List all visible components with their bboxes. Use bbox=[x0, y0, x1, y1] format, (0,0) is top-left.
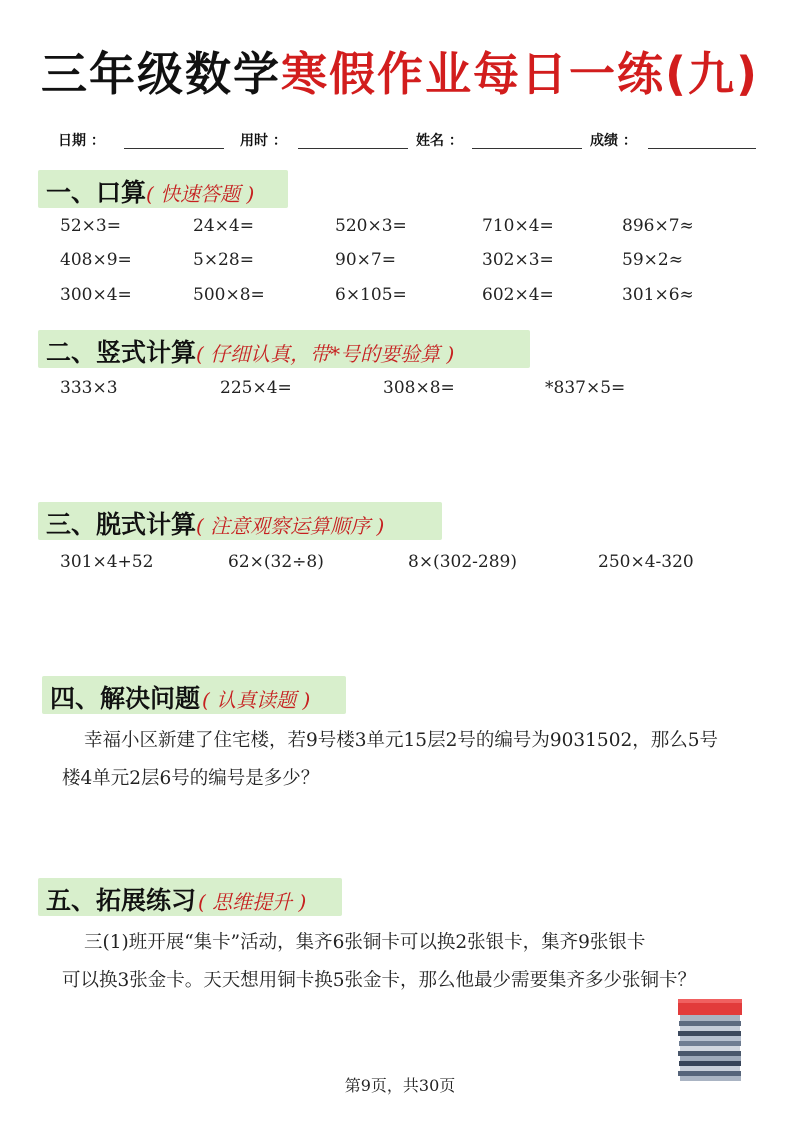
name-field[interactable] bbox=[472, 148, 582, 149]
extension-problem-line: 三(1)班开展“集卡”活动，集齐6张铜卡可以换2张银卡，集齐9张银卡 bbox=[84, 932, 646, 953]
score-field[interactable] bbox=[648, 148, 756, 149]
word-problem bbox=[62, 722, 762, 798]
section-oral-hint: ( 快速答题 ) bbox=[146, 182, 255, 206]
extension-problem bbox=[62, 924, 762, 1000]
section-oral-label: 一、口算 bbox=[46, 178, 147, 207]
stepwise-problem: 301×4+52 bbox=[60, 552, 154, 572]
oral-problem: 710×4= bbox=[482, 216, 554, 236]
title-homework: 寒假作业每日一练(九) bbox=[280, 47, 760, 101]
oral-problem: 408×9= bbox=[60, 250, 132, 270]
oral-problem: 6×105= bbox=[335, 285, 407, 305]
section-problem-header bbox=[42, 676, 346, 714]
name-label: 姓名 ： bbox=[416, 133, 463, 149]
student-info-row bbox=[58, 130, 758, 152]
oral-problem: 300×4= bbox=[60, 285, 132, 305]
section-extension-header bbox=[38, 878, 342, 916]
oral-problem: 90×7= bbox=[335, 250, 396, 270]
word-problem-line: 幸福小区新建了住宅楼，若9号楼3单元15层2号的编号为9031502，那么5号 bbox=[84, 730, 719, 751]
oral-problem: 602×4= bbox=[482, 285, 554, 305]
oral-problem: 52×3= bbox=[60, 216, 121, 236]
date-field[interactable] bbox=[124, 148, 224, 149]
section-problem-label: 四、解决问题 bbox=[50, 684, 201, 713]
vertical-problem: 225×4= bbox=[220, 378, 292, 398]
section-stepwise-label: 三、脱式计算 bbox=[46, 510, 197, 539]
oral-problem: 520×3= bbox=[335, 216, 407, 236]
time-used-field[interactable] bbox=[298, 148, 408, 149]
word-problem-line: 楼4单元2层6号的编号是多少？ bbox=[62, 768, 320, 789]
card-stack-icon bbox=[674, 995, 748, 1085]
section-problem-hint: ( 认真读题 ) bbox=[202, 688, 311, 712]
stepwise-problem: 8×(302-289) bbox=[408, 552, 517, 572]
score-label: 成绩 ： bbox=[590, 133, 637, 149]
stepwise-problem: 250×4-320 bbox=[598, 552, 694, 572]
oral-problem: 301×6≈ bbox=[622, 285, 694, 305]
section-vertical-header bbox=[38, 330, 530, 368]
section-vertical-hint: ( 仔细认真，带*号的要验算 ) bbox=[196, 342, 455, 366]
page-footer: 第9页，共30页 bbox=[344, 1076, 456, 1095]
oral-problem: 896×7≈ bbox=[622, 216, 694, 236]
title-grade: 三年级数学 bbox=[40, 47, 281, 101]
vertical-problem: 333×3 bbox=[60, 378, 118, 398]
oral-problem: 5×28= bbox=[193, 250, 254, 270]
vertical-problem: *837×5= bbox=[545, 378, 626, 398]
section-extension-label: 五、拓展练习 bbox=[46, 886, 197, 915]
oral-problem: 500×8= bbox=[193, 285, 265, 305]
vertical-problem: 308×8= bbox=[383, 378, 455, 398]
section-stepwise-hint: ( 注意观察运算顺序 ) bbox=[196, 514, 385, 538]
date-label: 日期 ： bbox=[58, 133, 105, 149]
oral-problem: 24×4= bbox=[193, 216, 254, 236]
stepwise-problem: 62×(32÷8) bbox=[228, 552, 324, 572]
section-stepwise-header bbox=[38, 502, 442, 540]
section-extension-hint: ( 思维提升 ) bbox=[198, 890, 307, 914]
page-title bbox=[0, 38, 800, 104]
section-oral-header bbox=[38, 170, 288, 208]
section-vertical-label: 二、竖式计算 bbox=[46, 338, 197, 367]
oral-problem: 302×3= bbox=[482, 250, 554, 270]
extension-problem-line: 可以换3张金卡。天天想用铜卡换5张金卡，那么他最少需要集齐多少张铜卡？ bbox=[62, 970, 697, 991]
oral-problem: 59×2≈ bbox=[622, 250, 683, 270]
time-used-label: 用时 ： bbox=[240, 133, 287, 149]
